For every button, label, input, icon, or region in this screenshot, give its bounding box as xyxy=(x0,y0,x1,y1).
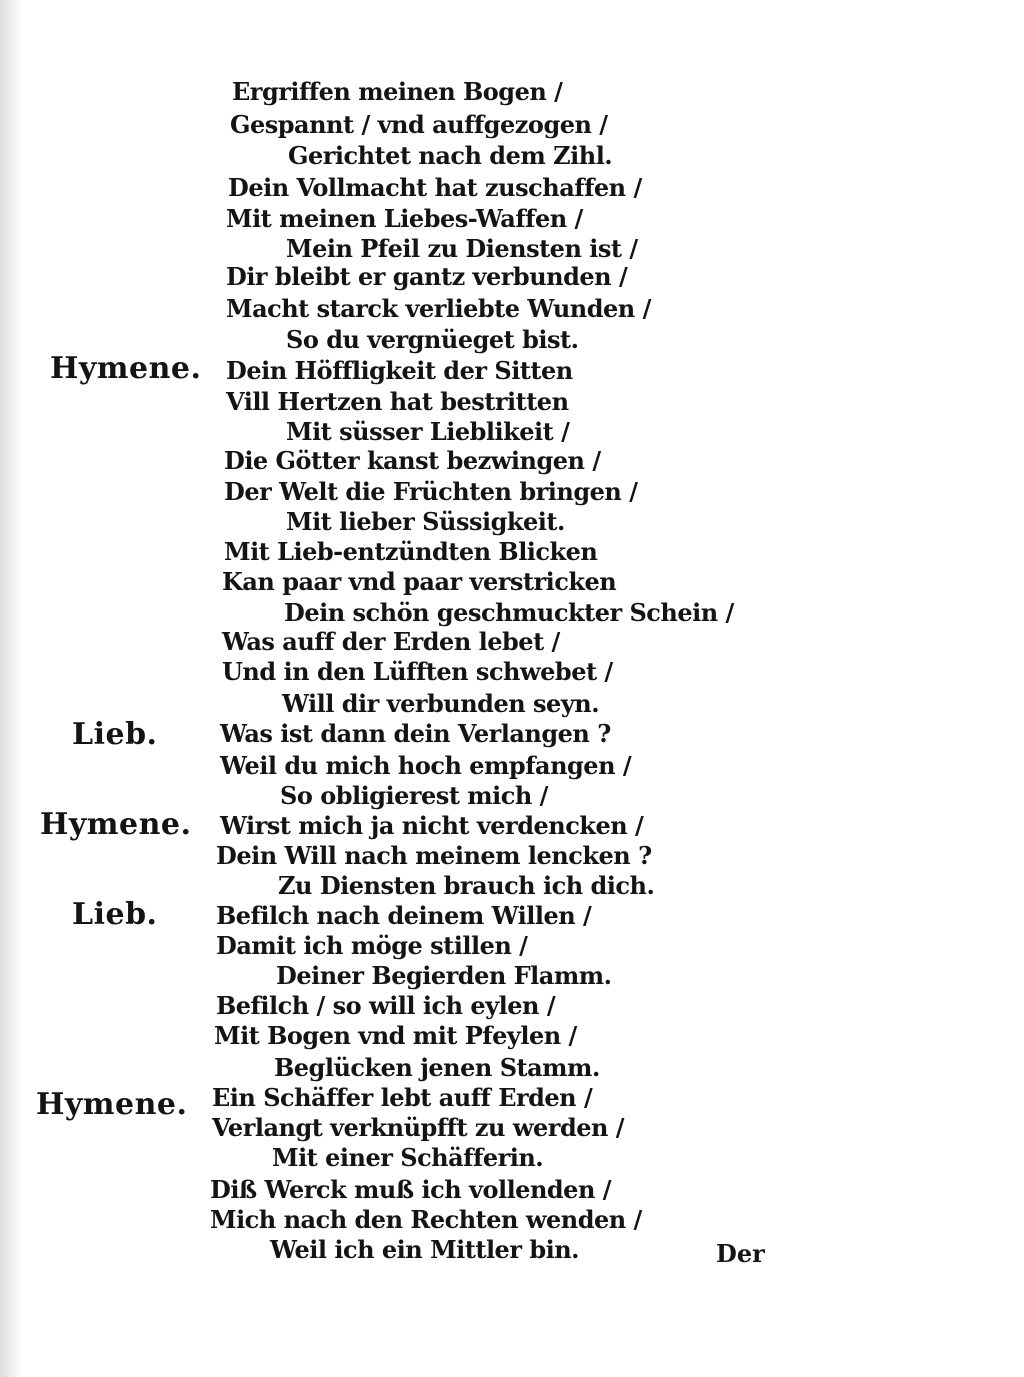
verse-line: Mit lieber Süssigkeit. xyxy=(286,507,565,536)
speaker-label: Lieb. xyxy=(72,717,158,752)
verse-line: Dein Höffligkeit der Sitten xyxy=(226,356,573,385)
verse-line: Befilch nach deinem Willen / xyxy=(216,901,592,930)
verse-line: Der Welt die Früchten bringen / xyxy=(224,477,638,506)
verse-line: Dein Will nach meinem lencken ? xyxy=(216,841,652,870)
verse-line: So du vergnüeget bist. xyxy=(286,325,579,354)
speaker-label: Hymene. xyxy=(36,1087,188,1122)
verse-line: Wirst mich ja nicht verdencken / xyxy=(220,811,644,840)
verse-line: Dein Vollmacht hat zuschaffen / xyxy=(228,173,642,202)
verse-line: Die Götter kanst bezwingen / xyxy=(224,446,601,475)
verse-line: So obligierest mich / xyxy=(280,781,548,810)
verse-line: Dir bleibt er gantz verbunden / xyxy=(226,262,628,291)
verse-line: Befilch / so will ich eylen / xyxy=(216,991,556,1020)
verse-line: Und in den Lüfften schwebet / xyxy=(222,657,613,686)
verse-line: Mit süsser Lieblikeit / xyxy=(286,417,570,446)
verse-line: Mich nach den Rechten wenden / xyxy=(210,1205,642,1234)
page-gutter-shadow xyxy=(0,0,22,1377)
verse-line: Will dir verbunden seyn. xyxy=(282,689,600,718)
verse-line: Macht starck verliebte Wunden / xyxy=(226,294,651,323)
verse-line: Weil du mich hoch empfangen / xyxy=(220,751,632,780)
speaker-label: Hymene. xyxy=(40,807,192,842)
verse-line: Mit einer Schäfferin. xyxy=(272,1143,544,1172)
verse-line: Was auff der Erden lebet / xyxy=(222,627,560,656)
verse-line: Verlangt verknüpfft zu werden / xyxy=(212,1113,625,1142)
speaker-label: Hymene. xyxy=(50,351,202,386)
verse-line: Vill Hertzen hat bestritten xyxy=(226,387,569,416)
verse-line: Mit meinen Liebes-Waffen / xyxy=(226,204,583,233)
verse-line: Ein Schäffer lebt auff Erden / xyxy=(212,1083,593,1112)
verse-line: Mit Bogen vnd mit Pfeylen / xyxy=(214,1021,577,1050)
verse-line: Mein Pfeil zu Diensten ist / xyxy=(286,234,638,263)
verse-line: Diß Werck muß ich vollenden / xyxy=(210,1175,612,1204)
verse-line: Dein schön geschmuckter Schein / xyxy=(284,598,734,627)
verse-line: Weil ich ein Mittler bin. xyxy=(270,1235,580,1264)
speaker-label: Lieb. xyxy=(72,897,158,932)
verse-line: Gerichtet nach dem Zihl. xyxy=(288,141,613,170)
verse-line: Beglücken jenen Stamm. xyxy=(274,1053,600,1082)
verse-line: Mit Lieb-entzündten Blicken xyxy=(224,537,598,566)
verse-line: Ergriffen meinen Bogen / xyxy=(232,77,563,106)
verse-line: Zu Diensten brauch ich dich. xyxy=(278,871,655,900)
verse-line: Was ist dann dein Verlangen ? xyxy=(220,719,611,748)
catchword: Der xyxy=(716,1239,765,1268)
verse-line: Deiner Begierden Flamm. xyxy=(276,961,612,990)
verse-line: Gespannt / vnd auffgezogen / xyxy=(230,110,608,139)
verse-line: Kan paar vnd paar verstricken xyxy=(222,567,617,596)
verse-line: Damit ich möge stillen / xyxy=(216,931,528,960)
